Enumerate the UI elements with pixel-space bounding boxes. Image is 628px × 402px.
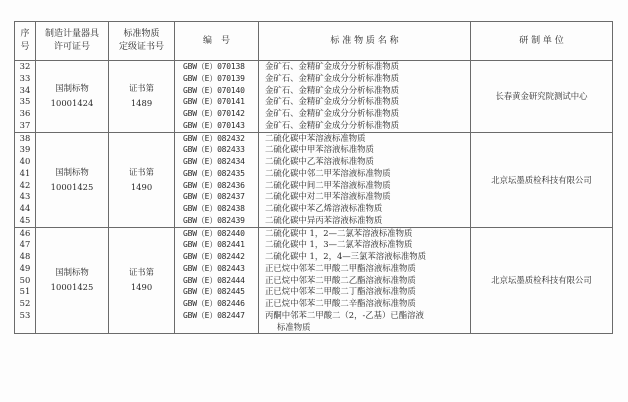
unit-cell: 长春黄金研究院测试中心 <box>471 61 613 133</box>
table-header-row <box>15 22 613 61</box>
unit-cell: 北京坛墨质检科技有限公司 <box>471 227 613 334</box>
header-license: 制造计量器具 许可证号 <box>36 22 109 61</box>
name-cell: 金矿石、金精矿金成分分析标准物质 金矿石、金精矿金成分分析标准物质 金矿石、金精矿金成分分析标准物质 金矿石、金精矿金成分分析标准物质 金矿石、金精矿金成分分析标准物质 金矿石、金精矿金成分分析标准物质 <box>259 61 471 133</box>
table-row <box>15 227 613 334</box>
seq-cell: 32 33 34 35 36 37 <box>15 61 36 133</box>
license-cell: 国制标物 10001424 <box>36 61 109 133</box>
cert-cell: 证书第 1489 <box>109 61 175 133</box>
seq-cell: 46 47 48 49 50 51 52 53 <box>15 227 36 334</box>
header-code: 编 号 <box>175 22 259 61</box>
header-seq: 序 号 <box>15 22 36 61</box>
cert-cell: 证书第 1490 <box>109 227 175 334</box>
seq-cell: 38 39 40 41 42 43 44 45 <box>15 132 36 227</box>
name-cell: 二硫化碳中苯溶液标准物质 二硫化碳中甲苯溶液标准物质 二硫化碳中乙苯溶液标准物质 二硫化碳中邻二甲苯溶液标准物质 二硫化碳中间二甲苯溶液标准物质 二硫化碳中对二甲苯溶液标准物质 二硫化碳中苯乙烯溶液标准物质 二硫化碳中异丙苯溶液标准物质 <box>259 132 471 227</box>
license-cell: 国制标物 10001425 <box>36 132 109 227</box>
header-cert: 标准物质 定级证书号 <box>109 22 175 61</box>
table-row <box>15 61 613 133</box>
standards-table <box>14 21 613 334</box>
name-continuation: 标准物质 <box>277 321 311 332</box>
name-cell: 二硫化碳中 1，2—二氯苯溶液标准物质 二硫化碳中 1，3—二氯苯溶液标准物质 二硫化碳中 1，2，4—三氯苯溶液标准物质 正已烷中邻苯二甲酸二甲酯溶液标准物质 正已烷中邻苯二甲酸二乙酯溶液标准物质 正已烷中邻苯二甲酸二丁酯溶液标准物质 正已烷中邻苯二甲酸二辛酯溶液标准物质 丙酮中邻苯二甲酸二（2，-乙基）已酯溶液 标准物质 <box>259 227 471 334</box>
code-cell: GBW（E）082432 GBW（E）082433 GBW（E）082434 GBW（E）082435 GBW（E）082436 GBW（E）082437 GBW（E）082438 GBW（E）082439 <box>175 132 259 227</box>
header-name: 标 准 物 质 名 称 <box>259 22 471 61</box>
table-row <box>15 132 613 227</box>
unit-cell: 北京坛墨质检科技有限公司 <box>471 132 613 227</box>
code-cell: GBW（E）082440 GBW（E）082441 GBW（E）082442 GBW（E）082443 GBW（E）082444 GBW（E）082445 GBW（E）082446 GBW（E）082447 <box>175 227 259 334</box>
license-cell: 国制标物 10001425 <box>36 227 109 334</box>
code-cell: GBW（E）070138 GBW（E）070139 GBW（E）070140 GBW（E）070141 GBW（E）070142 GBW（E）070143 <box>175 61 259 133</box>
cert-cell: 证书第 1490 <box>109 132 175 227</box>
header-unit: 研 制 单 位 <box>471 22 613 61</box>
